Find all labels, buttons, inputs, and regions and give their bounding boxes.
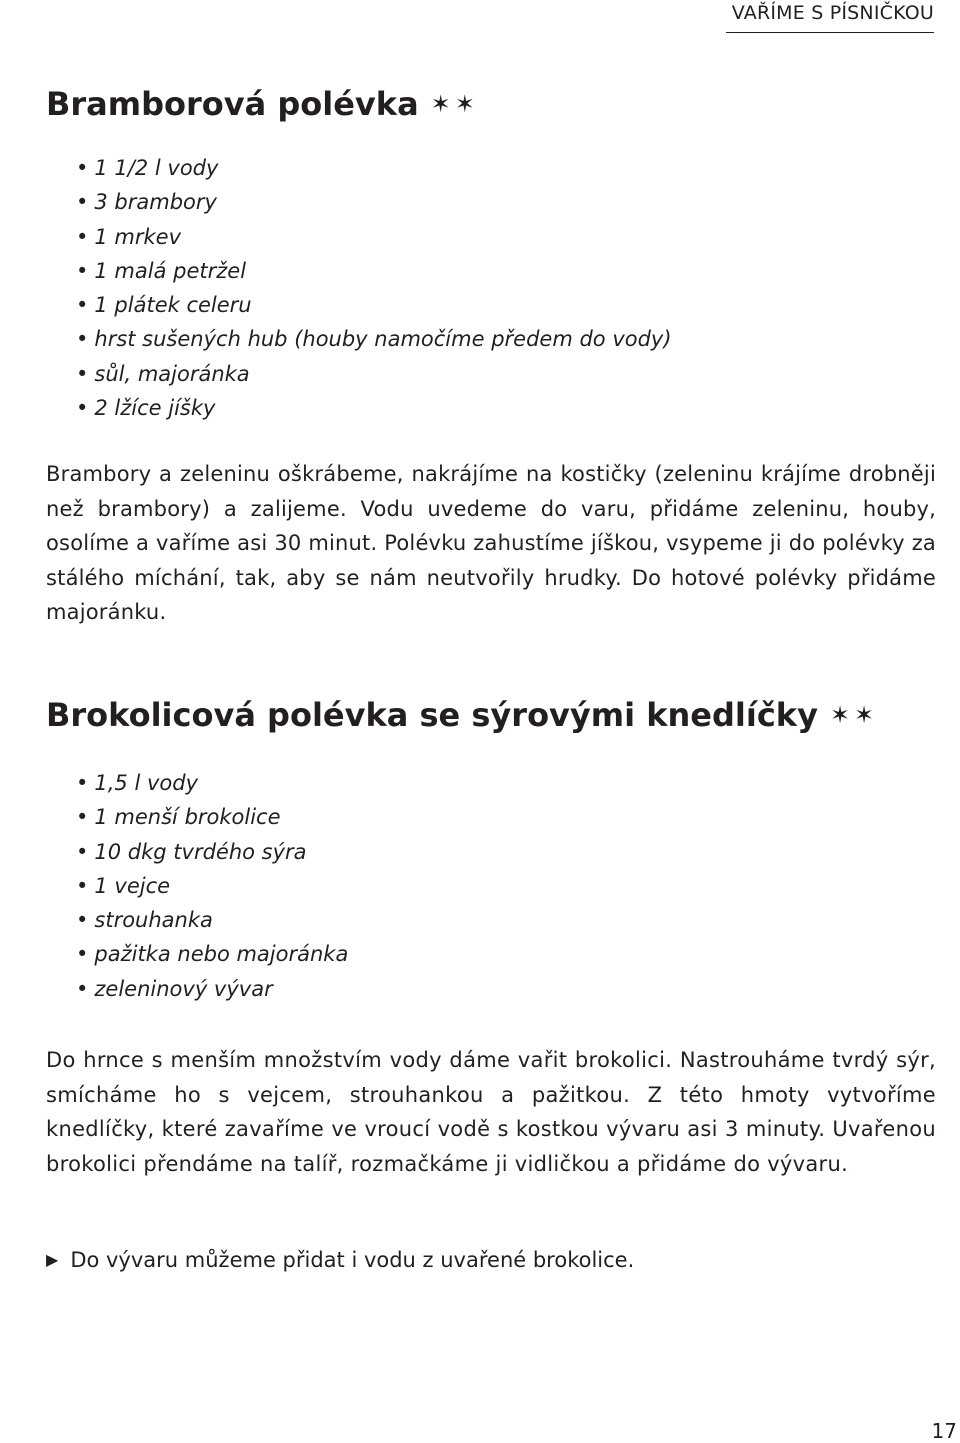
recipe-title-text: Bramborová polévka	[46, 85, 419, 123]
difficulty-stars-icon: ✶✶	[829, 701, 879, 729]
ingredient-item: • 1 malá petržel	[76, 254, 936, 288]
ingredient-item: • 10 dkg tvrdého sýra	[76, 835, 936, 869]
recipe-title	[46, 695, 936, 735]
ingredient-list	[76, 766, 936, 1006]
recipe-title-text: Brokolicová polévka se sýrovými knedlíčky	[46, 696, 818, 734]
ingredient-item: • 1 vejce	[76, 869, 936, 903]
ingredient-item: • 1 plátek celeru	[76, 288, 936, 322]
tip-note	[46, 1248, 634, 1272]
recipe-bramborova	[46, 84, 936, 630]
ingredient-list	[76, 151, 936, 425]
header-rule	[726, 32, 934, 33]
ingredient-item: • 2 lžíce jíšky	[76, 391, 936, 425]
recipe-title	[46, 84, 936, 124]
ingredient-item: • zeleninový vývar	[76, 972, 936, 1006]
ingredient-item: • 3 brambory	[76, 185, 936, 219]
tip-text: Do vývaru můžeme přidat i vodu z uvařené brokolice.	[70, 1248, 635, 1272]
triangle-right-icon: ▶	[46, 1250, 59, 1269]
ingredient-item: • 1,5 l vody	[76, 766, 936, 800]
difficulty-stars-icon: ✶✶	[430, 90, 479, 118]
page-number: 17	[931, 1419, 957, 1443]
recipe-brokolicova	[46, 695, 936, 1181]
ingredient-item: • hrst sušených hub (houby namočíme předem do vody)	[76, 322, 936, 356]
ingredient-item: • 1 1/2 l vody	[76, 151, 936, 185]
ingredient-item: • 1 menší brokolice	[76, 800, 936, 834]
ingredient-item: • sůl, majoránka	[76, 357, 936, 391]
ingredient-item: • strouhanka	[76, 903, 936, 937]
running-head: VAŘÍME S PÍSNIČKOU	[731, 2, 934, 24]
recipe-instructions: Do hrnce s menším množstvím vody dáme vařit brokolici. Nastrouháme tvrdý sýr, smícháme ho s vejcem, strouhankou a pažitkou. Z této hmoty vytvoříme knedlíčky, které zavaříme ve vroucí vodě s kostkou vývaru asi 3 minuty. Uvařenou brokolici přendáme na talíř, rozmačkáme ji vidličkou a přidáme do vývaru.	[46, 1048, 936, 1176]
ingredient-item: • pažitka nebo majoránka	[76, 937, 936, 971]
ingredient-item: • 1 mrkev	[76, 220, 936, 254]
recipe-instructions: Brambory a zeleninu oškrábeme, nakrájíme na kostičky (zeleninu krájíme drobněji než brambory) a zalijeme. Vodu uvedeme do varu, přidáme zeleninu, houby, osolíme a vaříme asi 30 minut. Polévku zahustíme jíškou, vsypeme ji do polévky za stálého míchání, tak, aby se nám neutvořily hrudky. Do hotové polévky přidáme majoránku.	[46, 462, 936, 625]
